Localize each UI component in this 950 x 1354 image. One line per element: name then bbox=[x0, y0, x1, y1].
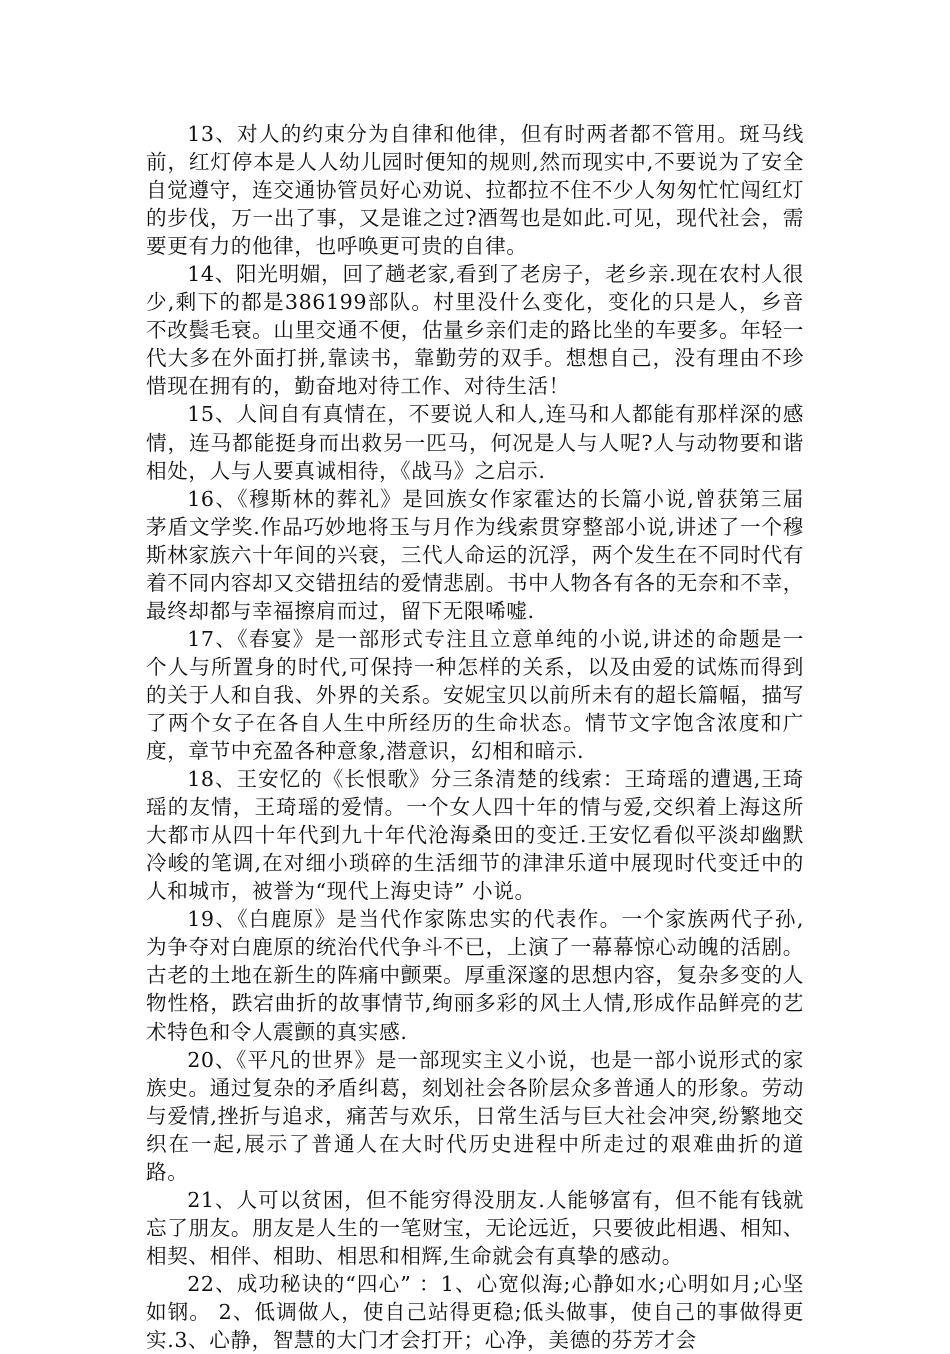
paragraph-20: 20、《平凡的世界》是一部现实主义小说，也是一部小说形式的家族史。通过复杂的矛盾纠葛，刻划社会各阶层众多普通人的形象。劳动与爱情,挫折与追求，痛苦与欢乐，日常生活与巨大社会冲突,纷繁地交织在一起,展示了普通人在大时代历史进程中所走过的艰难曲折的道路。 bbox=[146, 1047, 804, 1184]
paragraph-13: 13、对人的约束分为自律和他律，但有时两者都不管用。斑马线前，红灯停本是人人幼儿园时便知的规则,然而现实中,不要说为了安全自觉遵守，连交通协管员好心劝说、拉都拉不住不少人匆匆忙忙闯红灯的步伐，万一出了事，又是谁之过?酒驾也是如此.可见，现代社会，需要更有力的他律，也呼唤更可贵的自律。 bbox=[146, 122, 804, 259]
paragraph-22: 22、成功秘诀的“四心” ：1、心宽似海;心静如水;心明如月;心坚如钢。 2、低调做人，使自己站得更稳;低头做事，使自己的事做得更实.3、心静，智慧的大门才会打开；心净，美德的芬芳才会 bbox=[146, 1271, 804, 1353]
document-body bbox=[146, 120, 804, 1354]
paragraph-19: 19、《白鹿原》是当代作家陈忠实的代表作。一个家族两代子孙,为争夺对白鹿原的统治代代争斗不已，上演了一幕幕惊心动魄的活剧。古老的土地在新生的阵痛中颤栗。厚重深邃的思想内容，复杂多变的人物性格，跌宕曲折的故事情节,绚丽多彩的风土人情,形成作品鲜亮的艺术特色和令人震颤的真实感. bbox=[146, 907, 804, 1044]
paragraph-17: 17、《春宴》是一部形式专注且立意单纯的小说,讲述的命题是一个人与所置身的时代,可保持一种怎样的关系，以及由爱的试炼而得到的关于人和自我、外界的关系。安妮宝贝以前所未有的超长篇幅，描写了两个女子在各自人生中所经历的生命状态。情节文字饱含浓度和广度，章节中充盈各种意象,潜意识，幻相和暗示. bbox=[146, 626, 804, 764]
paragraph-18: 18、王安忆的《长恨歌》分三条清楚的线索：王琦瑶的遭遇,王琦瑶的友情，王琦瑶的爱情。一个女人四十年的情与爱,交织着上海这所大都市从四十年代到九十年代沧海桑田的变迁.王安忆看似平淡却幽默冷峻的笔调,在对细小琐碎的生活细节的津津乐道中展现时代变迁中的人和城市，被誉为“现代上海史诗” 小说。 bbox=[146, 767, 804, 904]
paragraph-16: 16、《穆斯林的葬礼》是回族女作家霍达的长篇小说,曾获第三届茅盾文学奖.作品巧妙地将玉与月作为线索贯穿整部小说,讲述了一个穆斯林家族六十年间的兴衰，三代人命运的沉浮，两个发生在不同时代有着不同内容却又交错扭结的爱情悲剧。书中人物各有各的无奈和不幸，最终却都与幸福擦肩而过，留下无限唏嘘. bbox=[146, 486, 804, 623]
paragraph-15: 15、人间自有真情在，不要说人和人,连马和人都能有那样深的感情，连马都能挺身而出救另一匹马，何况是人与人呢?人与动物要和谐相处，人与人要真诚相待，《战马》之启示. bbox=[146, 402, 804, 483]
paragraph-21: 21、人可以贫困，但不能穷得没朋友.人能够富有，但不能有钱就忘了朋友。朋友是人生的一笔财宝，无论远近，只要彼此相遇、相知、相契、相伴、相助、相思和相辉,生命就会有真挚的感动。 bbox=[146, 1187, 804, 1268]
paragraph-14: 14、阳光明媚，回了趟老家,看到了老房子，老乡亲.现在农村人很少,剩下的都是386199部队。村里没什么变化，变化的只是人，乡音不改鬓毛衰。山里交通不便，估量乡亲们走的路比坐的车要多。年轻一代大多在外面打拼,靠读书，靠勤劳的双手。想想自己，没有理由不珍惜现在拥有的，勤奋地对待工作、对待生活！ bbox=[146, 262, 804, 399]
